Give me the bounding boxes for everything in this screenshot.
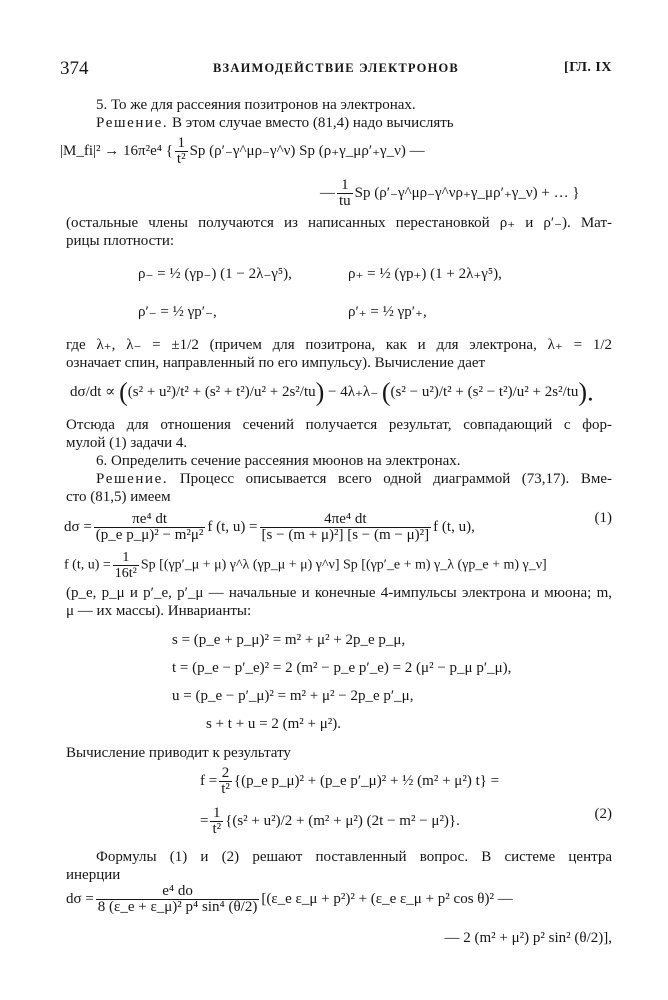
invariant-sum: s + t + u = 2 (m² + μ²). (206, 716, 342, 732)
text-line: рицы плотности: (66, 233, 175, 249)
rho-plus-eq: ρ₊ = ½ (γp₊) (1 + 2λ₊γ⁵), (348, 266, 502, 282)
cm-rhs-1: [(ε_e ε_μ + p²)² + (ε_e ε_μ + p² cos θ)² — (261, 890, 513, 907)
rho-minus-eq: ρ₋ = ½ (γp₋) (1 − 2λ₋γ⁵), (138, 266, 292, 282)
page-number: 374 (60, 58, 89, 79)
text-line: означает спин, направленный по его импульсу). Вычисление дает (66, 355, 486, 371)
f2-lead-2: = (200, 812, 209, 829)
equation-mfi-line2 (320, 178, 580, 209)
running-header (60, 58, 612, 80)
term: (s² + u²)/t² (127, 384, 189, 400)
equation-cm-line1 (66, 884, 513, 915)
numerator: πe⁴ dt (132, 511, 168, 527)
running-title: ВЗАИМОДЕЙСТВИЕ ЭЛЕКТРОНОВ (213, 61, 459, 75)
numerator: 2 (221, 765, 230, 781)
equation-mfi-line1 (60, 136, 425, 167)
problem-6-title: 6. Определить сечение рассеяния мюонов на электронах. (96, 453, 461, 469)
f-lhs: f (t, u) = (64, 557, 111, 573)
fraction (337, 178, 353, 209)
text-line: Отсюда для отношения сечений получается результат, совпадающий с фор- (66, 417, 612, 433)
mfi-lead-2: — (320, 184, 335, 201)
denominator: [s − (m + μ)²] [s − (m − μ)²] (261, 527, 430, 543)
dsigma-lhs: dσ/dt ∝ (70, 384, 116, 400)
denominator: 8 (ε_e + ε_μ)² p⁴ sin⁴ (θ/2) (97, 899, 258, 915)
denominator: t² (212, 821, 222, 837)
cm-lhs: dσ = (66, 890, 94, 907)
denominator: (p_e p_μ)² − m²μ² (95, 527, 204, 543)
numerator: e⁴ do (162, 883, 193, 899)
term: 2s²/tu (544, 384, 579, 400)
equation-cm-line2: — 2 (m² + μ²) p² sin² (θ/2)], (444, 930, 612, 946)
invariant-t: t = (p_e − p′_e)² = 2 (m² − p_e p′_e) = 2 (μ² − p_μ p′_μ), (172, 660, 512, 676)
fraction (219, 766, 232, 797)
eq1-tail: f (t, u), (433, 518, 475, 535)
problem-6-solution (96, 470, 612, 488)
term: (s² − u²)/t² (390, 384, 452, 400)
term: (s² + t²)/u² (204, 384, 266, 400)
chapter-label: [ГЛ. IX (564, 60, 612, 75)
text-line: мулой (1) задачи 4. (66, 435, 188, 451)
fraction (96, 884, 260, 915)
text-line: (остальные члены получаются из написанных перестановкой ρ₊ и ρ′₋). Мат- (66, 215, 612, 231)
equation-1 (64, 512, 475, 543)
fraction (94, 512, 206, 543)
f-rhs: Sp [(γp′_μ + μ) γ^λ (γp_μ + μ) γ^ν] Sp [(γp′_e + m) γ_λ (γp_e + m) γ_ν] (140, 557, 547, 573)
term: 2s²/tu (281, 384, 316, 400)
text-line: сто (81,5) имеем (66, 489, 171, 505)
problem-5-solution (96, 114, 612, 132)
text-line: где λ₊, λ₋ = ±1/2 (причем для позитрона, как и для электрона, λ₊ = 1/2 (66, 337, 612, 353)
term: (s² − t²)/u² (467, 384, 529, 400)
solution-word: Решение. (96, 115, 169, 131)
text-line: Вычисление приводит к результату (66, 745, 291, 761)
invariant-u: u = (p_e − p′_μ)² = m² + μ² − 2p_e p′_μ, (172, 688, 414, 704)
f2-lhs: f = (200, 772, 218, 789)
numerator: 1 (177, 135, 185, 151)
denominator: t² (221, 781, 230, 797)
denominator: tu (339, 193, 351, 209)
equation-number-1: (1) (594, 510, 612, 526)
fraction (175, 136, 188, 167)
text-line: μ — их массы). Инварианты: (66, 603, 252, 619)
mfi-lhs: |M_fi|² → 16π²e⁴ { (60, 142, 173, 159)
f2-rhs-1: {(p_e p_μ)² + (p_e p′_μ)² + ½ (m² + μ²) t} = (233, 772, 500, 789)
numerator: 1 (341, 177, 349, 193)
text-line: инерции (66, 867, 121, 883)
denominator: 16t² (114, 566, 137, 581)
rho-plus-prime-eq: ρ′₊ = ½ γp′₊, (348, 304, 427, 320)
mfi-tail-1: Sp (ρ′₋γ^μρ₋γ^ν) Sp (ρ₊γ_μρ′₊γ_ν) — (189, 142, 425, 159)
numerator: 1 (213, 805, 221, 821)
invariant-s: s = (p_e + p_μ)² = m² + μ² + 2p_e p_μ, (172, 632, 406, 648)
fraction (210, 806, 223, 837)
fraction (260, 512, 432, 543)
numerator: 4πe⁴ dt (324, 511, 367, 527)
equation-dsigma-dt: dσ/dt ∝ ((s² + u²)/t² + (s² + t²)/u² + 2s²/tu) − 4λ₊λ₋ ((s² − u²)/t² + (s² − t²)/u² + 2s²/tu). (70, 377, 594, 407)
problem-5-title: 5. То же для рассеяния позитронов на электронах. (96, 97, 416, 113)
equation-2-line1 (200, 766, 499, 797)
equation-f-definition (64, 550, 547, 581)
eq1-lhs: dσ = (64, 518, 92, 535)
solution-text: Процесс описывается всего одной диаграммой (73,17). Вме- (179, 471, 612, 487)
f2-rhs-2: {(s² + u²)/2 + (m² + μ²) (2t − m² − μ²)}. (225, 812, 460, 829)
dsigma-mid: − 4λ₊λ₋ (328, 384, 379, 400)
numerator: 1 (122, 550, 130, 565)
fraction (113, 550, 139, 581)
denominator: t² (176, 151, 186, 167)
text-line: Формулы (1) и (2) решают поставленный вопрос. В системе центра (96, 849, 612, 865)
solution-word: Решение. (96, 471, 169, 487)
equation-2-line2 (200, 806, 460, 837)
text-line: (p_e, p_μ и p′_e, p′_μ — начальные и конечные 4-импульсы электрона и мюона; m, (66, 585, 612, 601)
eq1-mid: f (t, u) = (207, 518, 258, 535)
rho-minus-prime-eq: ρ′₋ = ½ γp′₋, (138, 304, 217, 320)
solution-text: В этом случае вместо (81,4) надо вычислять (172, 115, 454, 131)
mfi-tail-2: Sp (ρ′₋γ^μρ₋γ^νρ₊γ_μρ′₊γ_ν) + … } (354, 184, 580, 201)
equation-number-2: (2) (594, 806, 612, 822)
